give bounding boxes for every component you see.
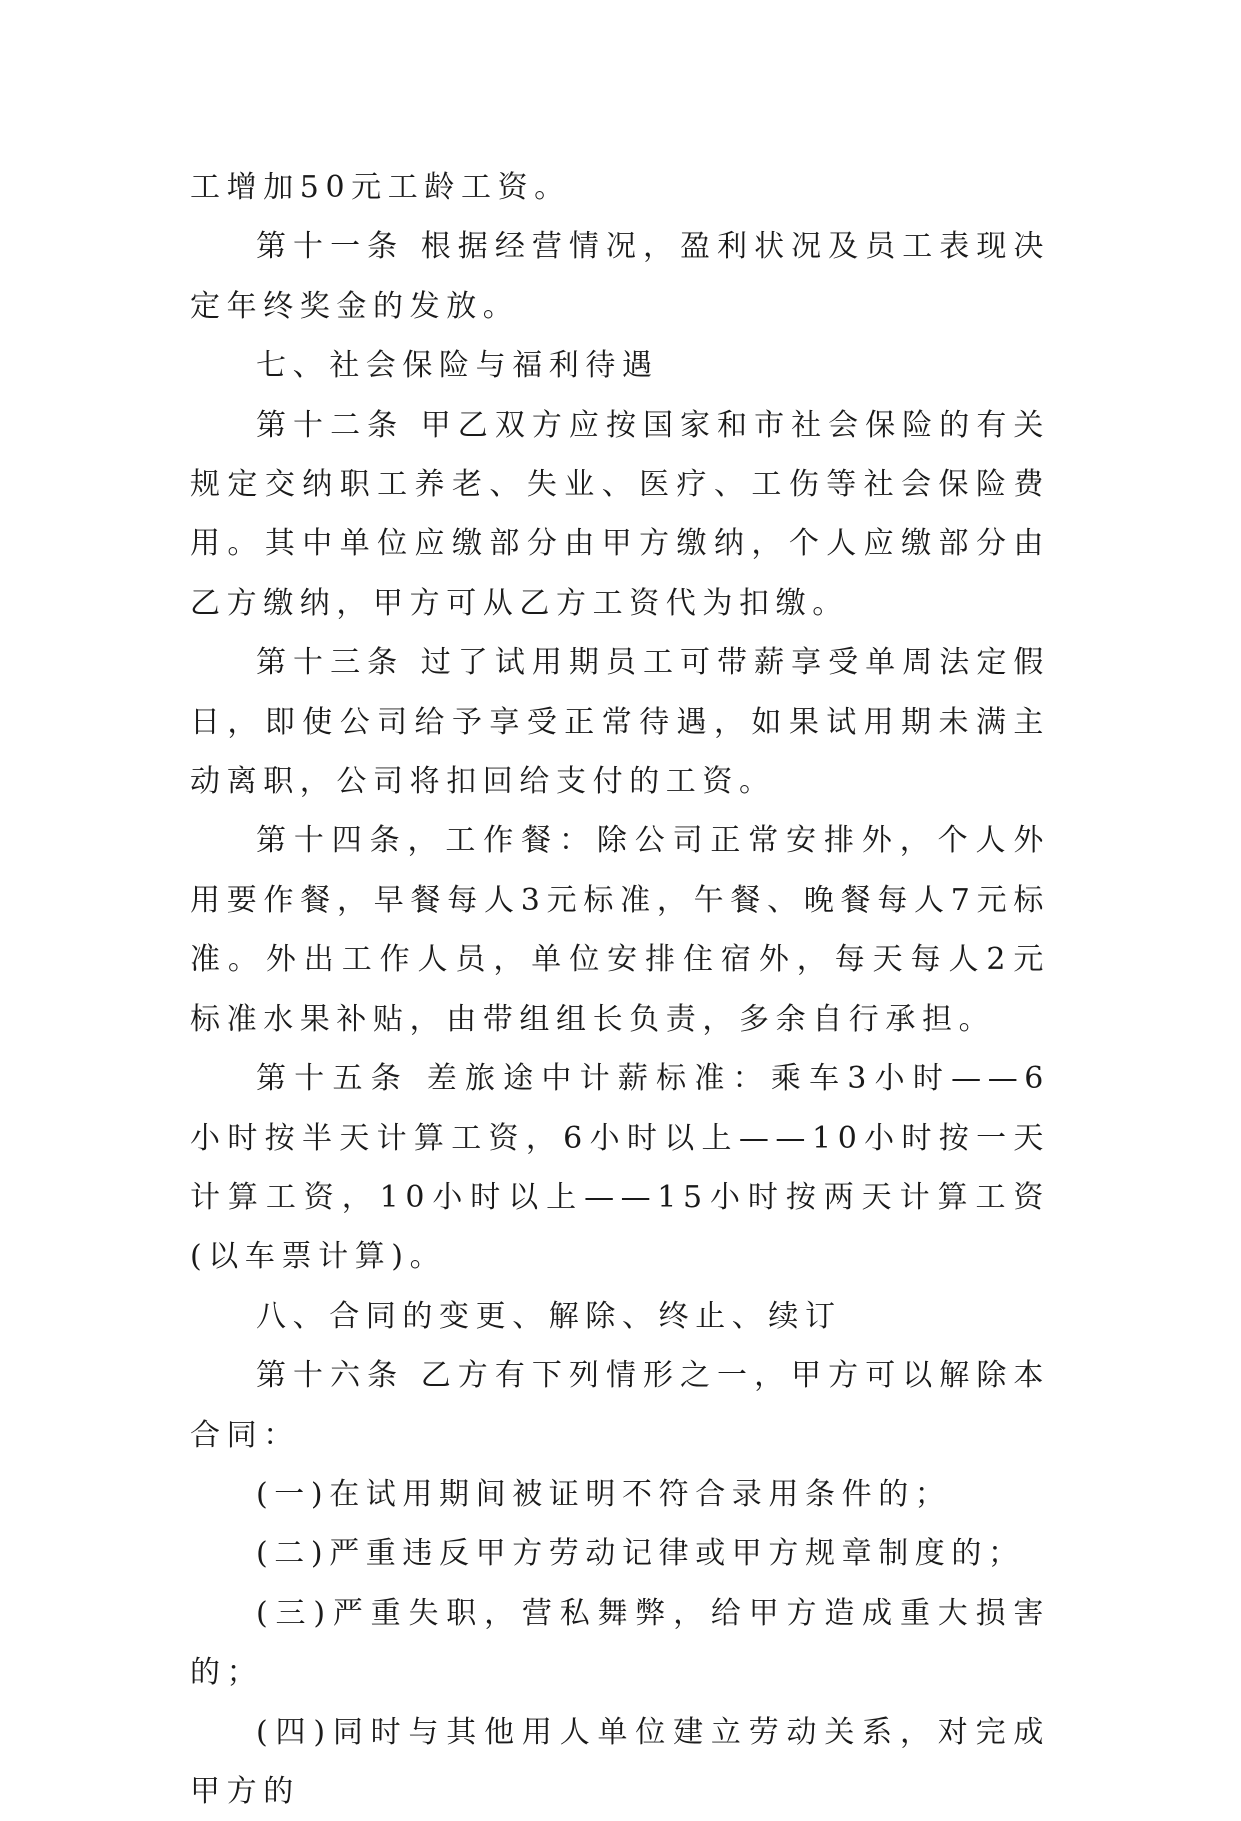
article-13: 第十三条 过了试用期员工可带薪享受单周法定假日，即使公司给予享受正常待遇，如果试用期未满主动离职，公司将扣回给支付的工资。 <box>190 645 1050 800</box>
article-14: 第十四条，工作餐：除公司正常安排外，个人外用要作餐，早餐每人3元标准，午餐、晚餐每人7元标准。外出工作人员，单位安排住宿外，每天每人2元标准水果补贴，由带组组长负责，多余自行承担。 <box>190 823 1050 1037</box>
article-16: 第十六条 乙方有下列情形之一，甲方可以解除本合同： <box>190 1358 1050 1453</box>
article-16-item-3: (三)严重失职，营私舞弊，给甲方造成重大损害的； <box>190 1595 1050 1691</box>
paragraph-continuation: 工增加50元工龄工资。 <box>190 170 571 205</box>
section-heading-social-insurance: 七、社会保险与福利待遇 <box>256 348 659 384</box>
article-16-item-1: (一)在试用期间被证明不符合录用条件的； <box>256 1476 952 1512</box>
article-16-item-4: (四)同时与其他用人单位建立劳动关系，对完成甲方的 <box>190 1714 1050 1809</box>
article-15: 第十五条 差旅途中计薪标准：乘车3小时——6小时按半天计算工资，6小时以上——10小时按一天计算工资，10小时以上——15小时按两天计算工资(以车票计算)。 <box>190 1061 1050 1275</box>
article-16-item-2: (二)严重违反甲方劳动记律或甲方规章制度的； <box>256 1536 1025 1572</box>
article-11: 第十一条 根据经营情况，盈利状况及员工表现决定年终奖金的发放。 <box>190 229 1050 324</box>
section-heading-contract-changes: 八、合同的变更、解除、终止、续订 <box>256 1298 842 1334</box>
document-body <box>190 158 1050 1821</box>
article-12: 第十二条 甲乙双方应按国家和市社会保险的有关规定交纳职工养老、失业、医疗、工伤等社会保险费用。其中单位应缴部分由甲方缴纳，个人应缴部分由乙方缴纳，甲方可从乙方工资代为扣缴。 <box>190 407 1050 621</box>
